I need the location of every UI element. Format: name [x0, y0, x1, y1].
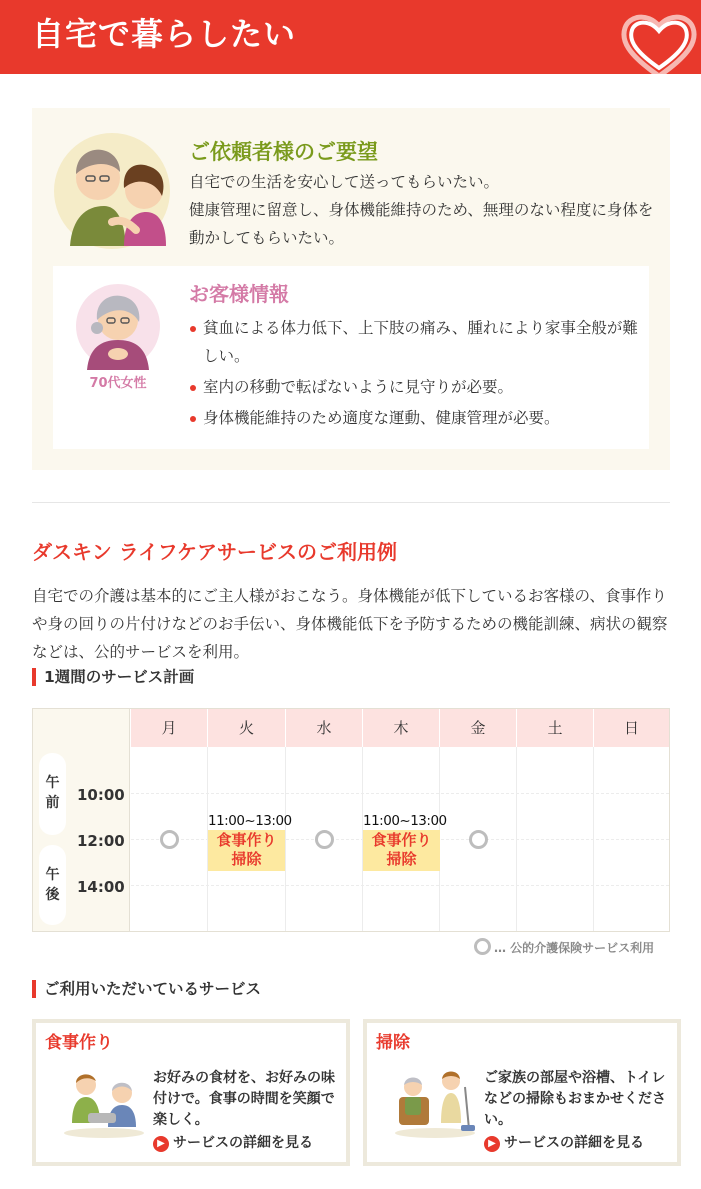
cooking-illustration — [62, 1067, 146, 1139]
service-card-text: ご家族の部屋や浴槽、トイレなどの掃除もおまかせください。 — [484, 1070, 666, 1128]
service-name: 掃除 — [386, 850, 417, 868]
day-header-mon: 月 — [131, 709, 208, 747]
day-header-fri: 金 — [440, 709, 517, 747]
weekly-schedule-table — [32, 708, 670, 932]
page-title: 自宅で暮らしたい — [32, 15, 297, 53]
day-header-thu: 木 — [363, 709, 440, 747]
service-names — [363, 830, 440, 871]
service-block-tue — [208, 812, 292, 871]
service-card-title: 掃除 — [376, 1033, 410, 1053]
usage-example-title: ダスキン ライフケアサービスのご利用例 — [32, 540, 397, 564]
usage-example-text: 自宅での介護は基本的にご主人様がおこなう。身体機能が低下しているお客様の、食事作りや身の回りの片付けなどのお手伝い、身体機能低下を予防するための機能訓練、病状の観察などは、公的サービスを利用。 — [32, 587, 668, 661]
arrow-right-icon: ▶ — [484, 1136, 500, 1152]
request-title: ご依頼者様のご要望 — [189, 140, 378, 164]
time-label: 12:00 — [77, 832, 125, 850]
heart-outline-icon — [617, 10, 701, 74]
pm-label: 午後 — [39, 845, 66, 925]
request-text — [189, 168, 659, 252]
service-detail-link-meal[interactable] — [153, 1133, 313, 1153]
customer-info-list — [189, 314, 639, 435]
customer-info-title: お客様情報 — [189, 282, 289, 306]
page-header — [0, 0, 701, 74]
customer-info-item: 身体機能維持のため適度な運動、健康管理が必要。 — [189, 404, 639, 432]
customer-age-label: 70代女性 — [89, 376, 147, 391]
service-block-thu — [363, 812, 447, 871]
customer-info-item: 貧血による体力低下、上下肢の痛み、腫れにより家事全般が難しい。 — [189, 314, 639, 370]
am-label: 午前 — [39, 753, 66, 835]
service-detail-link-label: サービスの詳細を見る — [173, 1135, 313, 1151]
time-label: 14:00 — [77, 878, 125, 896]
service-card-text: お好みの食材を、お好みの味付けで。食事の時間を笑顔で楽しく。 — [153, 1070, 335, 1128]
service-detail-link-label: サービスの詳細を見る — [504, 1135, 644, 1151]
customer-info-box — [53, 266, 649, 449]
service-names — [208, 830, 285, 871]
service-detail-link-cleaning[interactable] — [484, 1133, 644, 1153]
time-column — [33, 709, 130, 931]
service-name: 掃除 — [231, 850, 262, 868]
elderly-couple-illustration — [52, 126, 172, 251]
service-card-title: 食事作り — [45, 1033, 113, 1053]
time-label: 10:00 — [77, 786, 125, 804]
cleaning-illustration — [393, 1067, 477, 1139]
services-used-heading: ご利用いただいているサービス — [32, 979, 261, 999]
request-section — [32, 108, 670, 470]
public-service-circle-wed — [315, 830, 334, 849]
arrow-right-icon: ▶ — [153, 1136, 169, 1152]
public-service-circle-fri — [469, 830, 488, 849]
public-service-circle-mon — [160, 830, 179, 849]
service-card-cleaning — [363, 1019, 681, 1166]
day-header-wed: 水 — [286, 709, 363, 747]
grid-line — [131, 793, 669, 794]
grid-line — [131, 885, 669, 886]
schedule-legend — [474, 938, 654, 957]
day-header-sun: 日 — [594, 709, 669, 747]
elderly-woman-illustration — [75, 280, 161, 372]
request-line: 自宅での生活を安心して送ってもらいたい。 — [189, 173, 500, 191]
legend-text: … 公的介護保険サービス利用 — [494, 941, 655, 955]
service-time: 11:00~13:00 — [363, 813, 447, 829]
legend-circle-icon — [474, 938, 491, 955]
section-divider — [32, 502, 670, 503]
weekly-plan-heading: 1週間のサービス計画 — [32, 667, 194, 687]
customer-info-item: 室内の移動で転ばないように見守りが必要。 — [189, 373, 639, 401]
day-header-sat: 土 — [517, 709, 594, 747]
service-time: 11:00~13:00 — [208, 813, 292, 829]
service-name: 食事作り — [216, 831, 277, 849]
service-card-meal — [32, 1019, 350, 1166]
day-header-tue: 火 — [208, 709, 286, 747]
request-line: 健康管理に留意し、身体機能維持のため、無理のない程度に身体を動かしてもらいたい。 — [189, 201, 654, 247]
service-name: 食事作り — [371, 831, 432, 849]
